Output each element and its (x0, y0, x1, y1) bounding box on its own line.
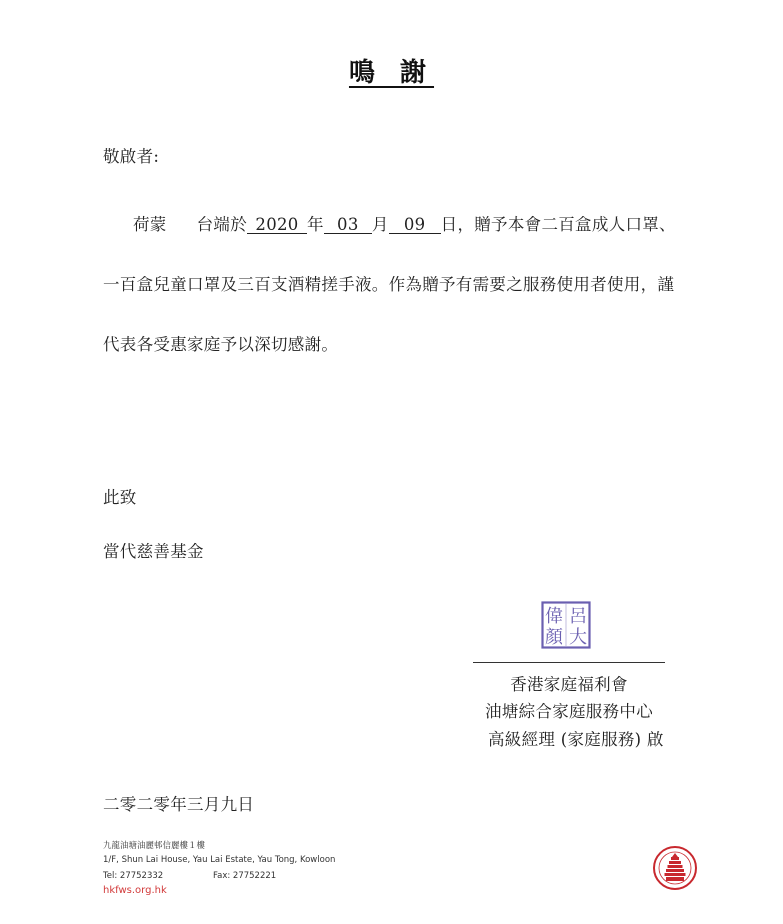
footer-website: hkfws.org.hk (103, 885, 167, 896)
letter-line-2: 一百盒兒童口罩及三百支酒精搓手液。作為贈予有需要之服務使用者使用，謹 (103, 275, 675, 294)
donor-name: 荷蒙 (133, 215, 167, 234)
seal-char-3: 顏 (545, 627, 563, 648)
letter-line-1 (103, 211, 676, 235)
closing: 此致 (103, 488, 137, 507)
document-title (0, 52, 783, 89)
footer-fax: Fax: 27752221 (213, 871, 277, 881)
line-1-rest: ，贈予本會二百盒成人口罩、 (457, 215, 676, 234)
seal-stamp-icon (541, 601, 591, 649)
honorific: 台端於 (196, 215, 248, 234)
recipient: 當代慈善基金 (103, 542, 204, 561)
seal-char-2: 呂 (569, 606, 587, 627)
year-field: 2020 (247, 217, 307, 234)
month-unit: 月 (371, 215, 389, 234)
day-field: 09 (389, 217, 441, 234)
month-field: 03 (324, 217, 372, 234)
footer-tel: Tel: 27752332 (103, 871, 164, 881)
pagoda-icon (652, 845, 698, 891)
day-unit: 日 (440, 215, 458, 234)
letter-date: 二零二零年三月九日 (103, 795, 255, 814)
year-unit: 年 (307, 215, 324, 234)
seal-char-1: 偉 (545, 606, 563, 627)
footer-address-en: 1/F, Shun Lai House, Yau Lai Estate, Yau Tong, Kowloon (103, 855, 336, 865)
footer-address-zh: 九龍油塘油麗邨信麗樓１樓 (103, 841, 206, 851)
signature-org: 香港家庭福利會 (510, 675, 628, 694)
seal-stamp-svg (541, 601, 591, 649)
seal-char-4: 大 (569, 627, 587, 648)
logo-svg (652, 845, 698, 891)
letter-line-3: 代表各受惠家庭予以深切感謝。 (103, 335, 339, 354)
salutation: 敬啟者: (103, 147, 160, 166)
signature-signer: 高級經理 (家庭服務) 啟 (488, 730, 664, 749)
title-text: 鳴 謝 (348, 58, 435, 88)
signature-line (473, 662, 665, 663)
signature-centre: 油塘綜合家庭服務中心 (485, 702, 653, 721)
